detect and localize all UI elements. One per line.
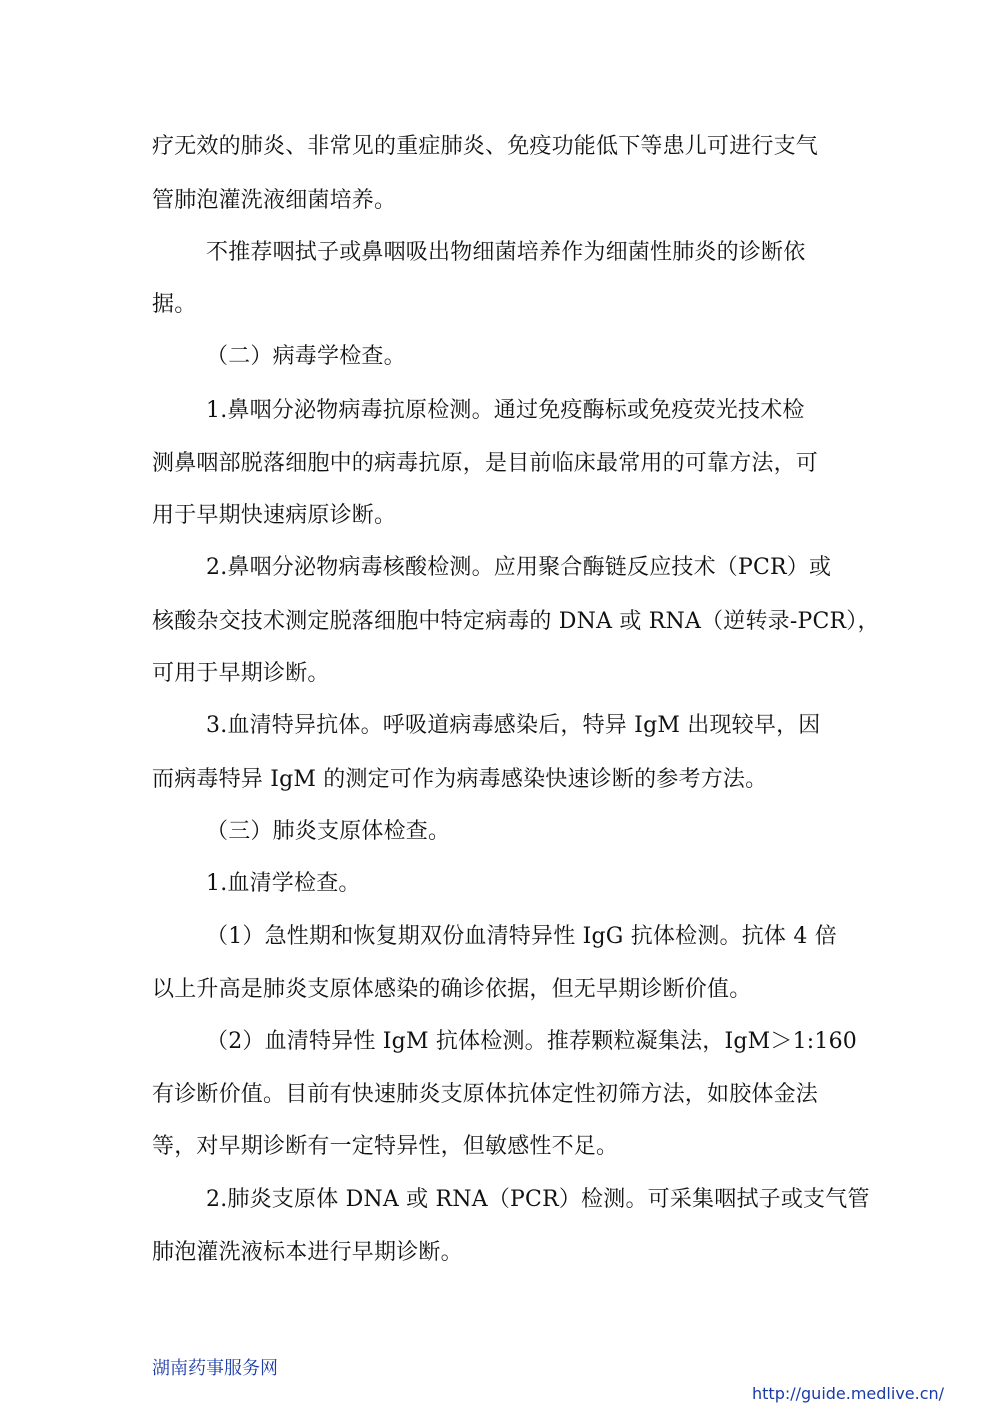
footer-site-name: 湖南药事服务网 <box>152 1358 278 1379</box>
text-line: 可用于早期诊断。 <box>152 661 330 686</box>
text-line: 核酸杂交技术测定脱落细胞中特定病毒的 DNA 或 RNA（逆转录-PCR）， <box>152 609 880 634</box>
text-line: 据。 <box>152 292 197 317</box>
text-line: 不推荐咽拭子或鼻咽吸出物细菌培养作为细菌性肺炎的诊断依 <box>206 240 806 265</box>
text-line: 1.血清学检查。 <box>206 871 361 896</box>
text-line: 等，对早期诊断有一定特异性，但敏感性不足。 <box>152 1134 619 1159</box>
text-line: 用于早期快速病原诊断。 <box>152 503 397 528</box>
text-line: 有诊断价值。目前有快速肺炎支原体抗体定性初筛方法，如胶体金法 <box>152 1082 819 1107</box>
section-heading: （三）肺炎支原体检查。 <box>206 819 451 844</box>
text-line: 3.血清特异抗体。呼吸道病毒感染后，特异 IgM 出现较早，因 <box>206 713 821 738</box>
text-line: 2.肺炎支原体 DNA 或 RNA（PCR）检测。可采集咽拭子或支气管 <box>206 1187 870 1212</box>
text-line: 肺泡灌洗液标本进行早期诊断。 <box>152 1240 463 1265</box>
text-line: 疗无效的肺炎、非常见的重症肺炎、免疫功能低下等患儿可进行支气 <box>152 134 819 159</box>
text-line: 1.鼻咽分泌物病毒抗原检测。通过免疫酶标或免疫荧光技术检 <box>206 398 805 423</box>
text-line: （2）血清特异性 IgM 抗体检测。推荐颗粒凝集法，IgM＞1:160 <box>206 1029 857 1054</box>
section-heading: （二）病毒学检查。 <box>206 344 406 369</box>
text-line: 以上升高是肺炎支原体感染的确诊依据，但无早期诊断价值。 <box>152 977 752 1002</box>
text-line: 管肺泡灌洗液细菌培养。 <box>152 188 397 213</box>
footer-url: http://guide.medlive.cn/ <box>752 1384 945 1403</box>
text-line: 2.鼻咽分泌物病毒核酸检测。应用聚合酶链反应技术（PCR）或 <box>206 555 832 580</box>
text-line: （1）急性期和恢复期双份血清特异性 IgG 抗体检测。抗体 4 倍 <box>206 924 837 949</box>
text-line: 测鼻咽部脱落细胞中的病毒抗原，是目前临床最常用的可靠方法，可 <box>152 451 819 476</box>
text-line: 而病毒特异 IgM 的测定可作为病毒感染快速诊断的参考方法。 <box>152 767 768 792</box>
